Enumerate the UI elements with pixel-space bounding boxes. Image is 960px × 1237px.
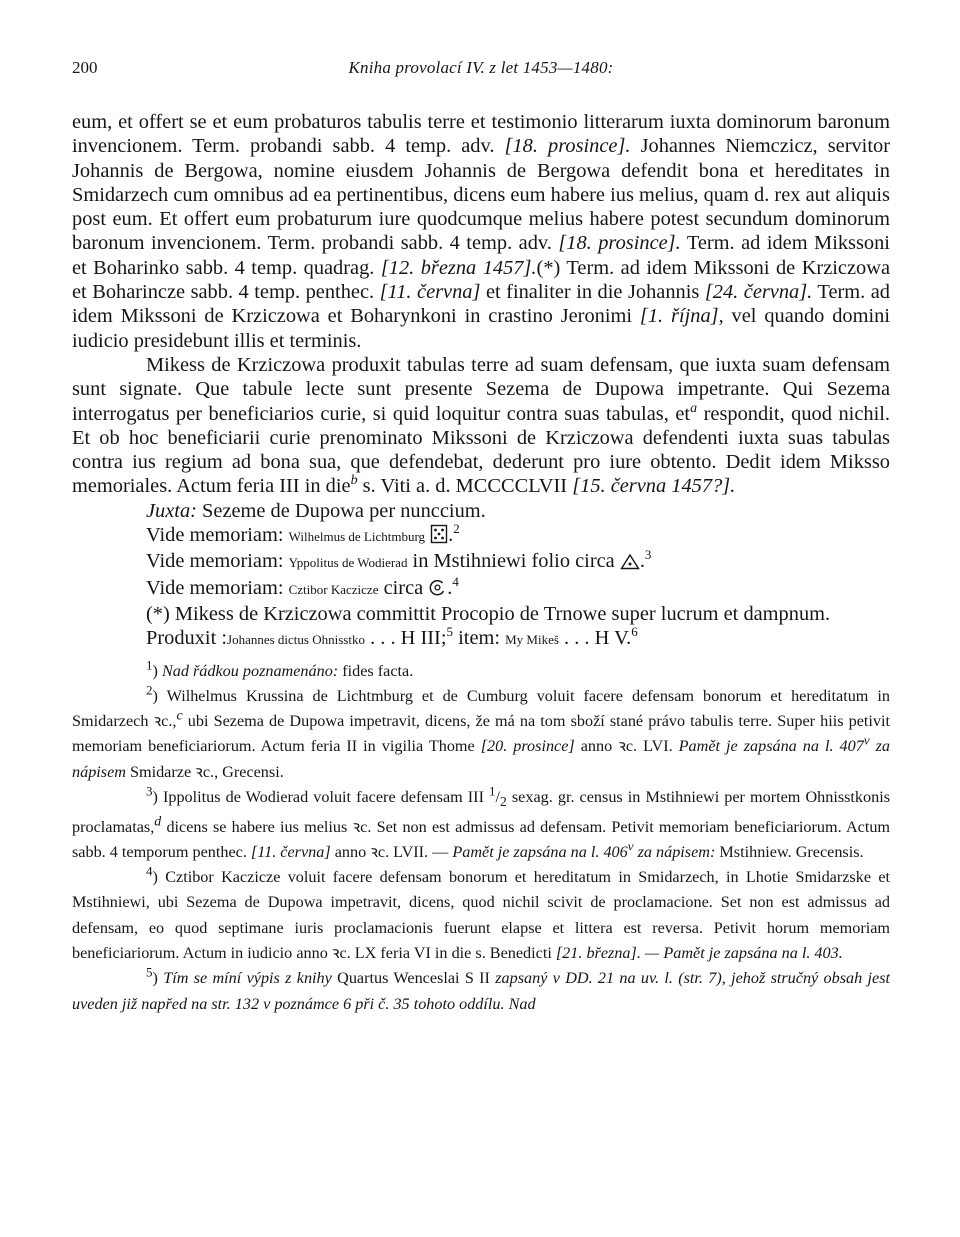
text: in Mstihniewi folio circa xyxy=(407,550,620,573)
text: . . . H V. xyxy=(558,627,632,650)
page xyxy=(72,58,890,1017)
text: Pamět je zapsána na l. 407 xyxy=(678,737,864,756)
text: Vide memoriam: xyxy=(146,550,289,573)
running-title: Kniha provolací IV. z let 1453—1480: xyxy=(348,58,614,77)
text: zapsaný v DD. 21 na uv. l. (str. 7), jehož stručný obsah jest uveden již napřed na str. 132 v poznámce 6 při č. 35 tohoto oddílu. Nad xyxy=(72,969,891,1013)
footnote-4: $^4$) Cztibor Kaczicze voluit facere defensam bonorum et hereditatum in Smidarzech, in Lhotie Smidarzske et Mstihniewi, ubi Sezema de Dupowa impetravit, dicens, quod nichil scivit de proclamacione. Set non est admissus ad defensam, eo quod septimane iuris proclamacionis fuerunt elapse et littera est reversa. Petivit horum memoriam beneficiariorum. Actum in iudicio anno ꝛc. LX feria VI in die s. Benedicti [21. března]. — Pamět je zapsána na l. 403. xyxy=(72,863,891,963)
star-note xyxy=(72,602,890,626)
fraction-denominator: 2 xyxy=(500,794,507,810)
date-annotation: [1. října], xyxy=(639,305,724,328)
person-name: Wilhelmus de Lichtmburg xyxy=(288,529,426,545)
footnote-ref: 6 xyxy=(631,624,638,640)
footnote-ref: 2 xyxy=(453,521,460,537)
footnotes xyxy=(72,659,890,1017)
text: (*) Mikess de Krziczowa committit Procopio de Trnowe super lucrum et dampnum. xyxy=(146,602,831,625)
text: Produxit : xyxy=(146,627,228,650)
text: Cztibor Kaczicze voluit facere defensam bonorum et hereditatum in Smidarzech, in Lhotie Smidarzske et Mstihniewi, ubi Sezema de Dupowa impetravit, dicens, quod nichil scivit de proclamacione. Set non est admissus ad defensam, eo quod septimane iuris proclamacionis fuerunt elapse et littera est reversa. Petivit horum memoriam beneficiariorum. Actum in iudicio anno ꝛc. LX feria VI in die s. Benedicti xyxy=(72,868,891,963)
text: et finaliter in die Johannis xyxy=(480,281,705,304)
text: dicens se habere ius melius ꝛc. Set non est admissus ad defensam. Petivit memoriam beneficiariorum. Actum sabb. 4 temporum penthec. xyxy=(72,817,890,861)
text: . . . H III; xyxy=(364,627,447,650)
date-annotation: [20. prosince] xyxy=(480,737,575,756)
text: Sezeme de Dupowa per nunccium. xyxy=(196,499,486,522)
date-annotation: [18. prosince]. xyxy=(558,232,681,255)
person-name: Cztibor Kaczicze xyxy=(288,581,379,597)
text: Wilhelmus Krussina de Lichtmburg et de Cumburg voluit facere defensam bonorum et hereditatum in Smidarzech ꝛc., xyxy=(72,686,890,731)
text: anno ꝛc. LVI. xyxy=(574,737,679,756)
text: Term. ad idem Mikssoni de Krziczowa et Boharynkoni in crastino Jeronimi xyxy=(72,281,890,328)
text: Vide memoriam: xyxy=(146,576,289,599)
vide-line-3: Vide memoriam: Cztibor Kaczicze circa .$^4$ xyxy=(146,573,459,599)
footnote-5: $^5$) Tím se míní výpis z knihy Quartus Wenceslai S II zapsaný v DD. 21 na uv. l. (str. 7), jehož stručný obsah jest uveden již napřed na str. 132 v poznámce 6 při č. 35 tohoto oddílu. Nad xyxy=(72,964,891,1013)
footnote-number: 3 xyxy=(146,783,153,799)
document-title: Johannes dictus Ohnisstko xyxy=(227,632,365,648)
person-name: Yppolitus de Wodierad xyxy=(288,555,408,571)
footnote-number: 1 xyxy=(146,657,153,673)
text: item: xyxy=(453,627,506,650)
page-header xyxy=(72,58,890,88)
footnote-ref: 3 xyxy=(644,547,652,563)
vide-line-2: Vide memoriam: Yppolitus de Wodierad in Mstihniewi folio circa .$^3$ xyxy=(146,547,652,573)
footnote-number: 4 xyxy=(146,863,153,879)
text: [21. března]. — Pamět je zapsána na l. 403. xyxy=(555,944,843,963)
text: Smidarze ꝛc., Grecensi. xyxy=(125,762,284,781)
footnote-1: $^1$) Nad řádkou poznamenáno: fides facta. xyxy=(146,657,414,680)
text: Tím se míní výpis z knihy xyxy=(163,969,332,988)
text: v xyxy=(863,733,870,749)
footnote-ref: a xyxy=(690,400,698,416)
produxit-line xyxy=(72,626,890,652)
text: za nápisem: xyxy=(633,842,716,861)
triangle-dot-mark-icon xyxy=(620,553,640,570)
juxta-line xyxy=(72,499,890,523)
footnote-number: 2 xyxy=(146,682,153,698)
text: Vide memoriam: xyxy=(146,524,289,547)
text: Mstihniew. Grecensis. xyxy=(715,842,864,861)
date-annotation: [18. prosince]. xyxy=(504,135,631,158)
text: s. Viti a. d. MCCCCLVII xyxy=(357,475,573,498)
text: respondit, quod nichil. Et ob hoc beneficiarii curie prenominato Mikssoni de Krziczowa defendenti iuxta suas tabulas contra ius regium ad bona sua, que defendebat, dederunt pro iure obtento. Dedit idem Miksso memoriales. Actum feria III in die xyxy=(72,402,891,498)
text: Ippolitus de Wodierad voluit facere defensam III xyxy=(162,788,490,807)
text: anno ꝛc. LVII. — xyxy=(330,842,453,861)
text: vel quando domini iudicio presidebunt illis et terminis. xyxy=(72,305,890,352)
juxta-label: Juxta: xyxy=(146,499,197,522)
text: Nad řádkou poznamenáno: xyxy=(161,661,339,680)
text: Term. ad idem Mikssoni et Boharinko sabb. 4 temp. quadrag. xyxy=(72,232,890,279)
date-annotation: [12. března 1457]. xyxy=(380,256,537,279)
date-annotation: [11. června] xyxy=(379,281,481,304)
box-dots-mark-icon xyxy=(430,524,448,544)
footnote-ref: d xyxy=(154,814,162,830)
text: (*) Term. ad idem Mikssoni de Krziczowa et Boharincze sabb. 4 temp. penthec. xyxy=(72,256,890,304)
main-text xyxy=(72,110,890,653)
text: Johannes Niemczicz, servitor Johannis de Bergowa, nomine eiusdem Johannis de Bergowa defendit bona et hereditates in Smidarzech cum omnibus ad ea pertinentibus, dicens eum habere ius melius, quam d. rex aut aliquis post eum. Et offert eum probaturum iure quodcumque melius habere potest secundum dominorum baronum invencionem. Term. probandi sabb. 4 temp. adv. xyxy=(72,135,890,255)
text: Pamět je zapsána na l. 406 xyxy=(452,842,628,861)
document-title: My Mikeš xyxy=(505,632,559,648)
footnote-ref: b xyxy=(350,473,358,489)
footnote-ref: 5 xyxy=(446,624,454,640)
spiral-mark-icon xyxy=(428,578,447,597)
date-annotation: [11. června] xyxy=(250,842,331,861)
fraction-numerator: 1 xyxy=(489,783,496,799)
date-annotation: [15. června 1457?]. xyxy=(572,475,736,498)
page-number: 200 xyxy=(72,58,98,77)
text: Quartus Wenceslai S II xyxy=(331,969,496,988)
text: fides facta. xyxy=(338,661,414,680)
vide-line-1: Vide memoriam: Wilhelmus de Lichtmburg .$^2$ xyxy=(146,521,460,547)
footnote-ref: 4 xyxy=(452,573,459,589)
paragraph-2 xyxy=(72,353,890,499)
text: v xyxy=(627,838,634,854)
paragraph-1 xyxy=(72,110,890,353)
text: ubi Sezema de Dupowa impetravit, dicens, že má na tom sboží stané právo tabulis terre. Super hiis petivit memoriam beneficiariorum. Actum feria II in vigilia Thome xyxy=(72,712,890,756)
footnote-ref: c xyxy=(176,708,183,724)
text: za nápisem xyxy=(72,737,890,781)
footnote-3: $^3$) Ippolitus de Wodierad voluit facere defensam III $^1/_2$ sexag. gr. census in Mstihniewi per mortem Ohnisstkonis proclamatas,d dicens se habere ius melius ꝛc. Set non est admissus ad defensam. Petivit memoriam beneficiariorum. Actum sabb. 4 temporum penthec. [11. června] anno ꝛc. LVII. — Pamět je zapsána na l. 406$^v$ za nápisem: Mstihniew. Grecensis. xyxy=(72,783,890,861)
text: Mikess de Krziczowa produxit tabulas terre ad suam defensam, que iuxta suam defensam sunt signate. Que tabule lecte sunt presente Sezema de Dupowa impetrante. Qui Sezema interrogatus per beneficiarios curie, si quid loquitur contra suas tabulas, et xyxy=(72,353,890,425)
footnote-number: 5 xyxy=(146,964,153,980)
text: eum, et offert se et eum probaturos tabulis terre et testimonio litterarum iuxta dominorum baronum invencionem. Term. probandi sabb. 4 temp. adv. xyxy=(72,111,890,158)
text: sexag. gr. census in Mstihniewi per mortem Ohnisstkonis proclamatas, xyxy=(72,788,890,836)
date-annotation: [24. června]. xyxy=(704,281,813,304)
text: circa xyxy=(378,576,429,599)
footnote-2: $^2$) Wilhelmus Krussina de Lichtmburg et de Cumburg voluit facere defensam bonorum et hereditatum in Smidarzech ꝛc.,c ubi Sezema de Dupowa impetravit, dicens, že má na tom sboží stané právo tabulis terre. Super hiis petivit memoriam beneficiariorum. Actum feria II in vigilia Thome [20. prosince] anno ꝛc. LVI. Pamět je zapsána na l. 407$^v$ za nápisem Smidarze ꝛc., Grecensi. xyxy=(72,682,890,781)
